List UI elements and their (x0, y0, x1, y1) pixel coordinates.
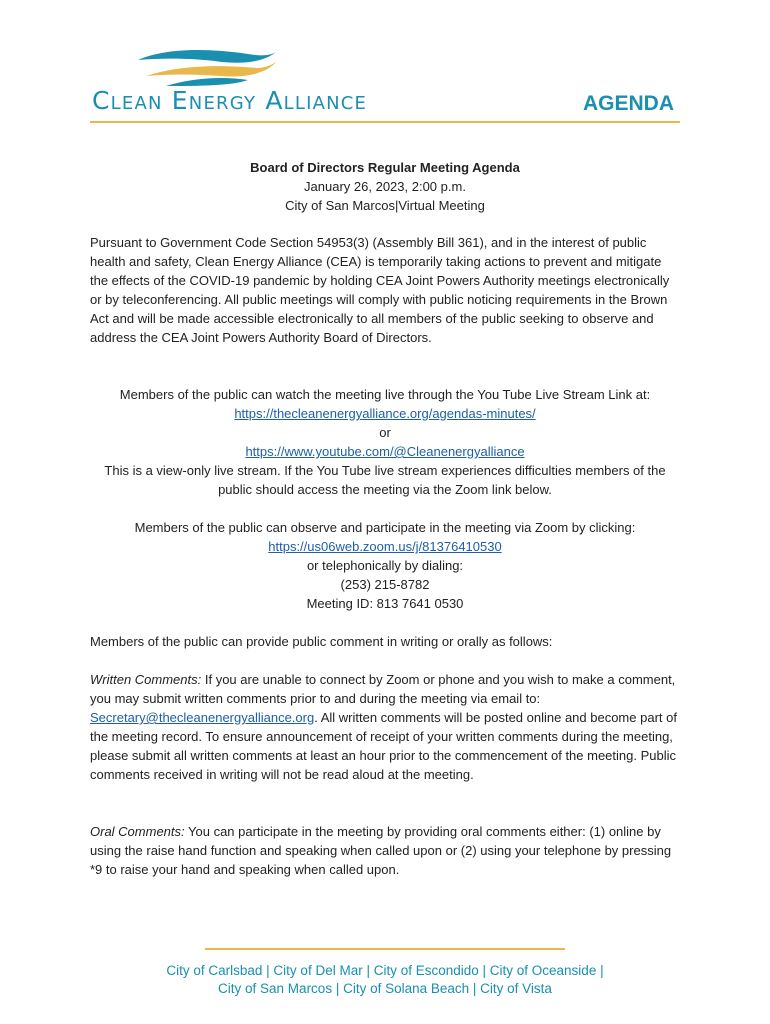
stream-block (90, 385, 680, 499)
secretary-email-link[interactable]: Secretary@thecleanenergyalliance.org (90, 710, 315, 725)
title-block (90, 158, 680, 215)
phone-number: (253) 215-8782 (340, 577, 430, 592)
footer-cities (90, 962, 680, 998)
meeting-date: January 26, 2023, 2:00 p.m. (304, 179, 466, 194)
agendas-minutes-link[interactable]: https://thecleanenergyalliance.org/agendas-minutes/ (234, 406, 536, 421)
written-comments-text-2: . All written comments will be posted online and become part of the meeting record. To ensure announcement of receipt of your written comments during the meeting, please submit all written comments at least an hour prior to the commencement of the meeting. Public comments received in writing will not be read aloud at the meeting. (90, 710, 677, 782)
page-title: Board of Directors Regular Meeting Agenda (250, 160, 520, 175)
agenda-label: AGENDA (582, 92, 674, 115)
oral-comments-label: Oral Comments: (90, 824, 185, 839)
zoom-block (90, 518, 680, 613)
oral-comments-text: You can participate in the meeting by providing oral comments either: (1) online by using the raise hand function and speaking when called upon or (2) using your telephone by pressing *9 to raise your hand and speaking when called upon. (90, 824, 672, 877)
zoom-intro: Members of the public can observe and participate in the meeting via Zoom by clicking: (134, 520, 636, 535)
oral-comments-paragraph (90, 822, 680, 879)
comments-intro: Members of the public can provide public comment in writing or orally as follows: (90, 634, 553, 649)
written-comments-paragraph (90, 670, 680, 784)
phone-intro: or telephonically by dialing: (306, 558, 464, 573)
footer-divider (205, 948, 565, 950)
meeting-id: Meeting ID: 813 7641 0530 (306, 596, 464, 611)
written-comments-text-1: If you are unable to connect by Zoom or phone and you wish to make a comment, you may submit written comments prior to and during the meeting via email to: (90, 672, 676, 706)
header-divider (90, 121, 680, 123)
pursuant-paragraph: Pursuant to Government Code Section 54953(3) (Assembly Bill 361), and in the interest of public health and safety, Clean Energy Alliance (CEA) is temporarily taking actions to prevent and mitigate the effects of the COVID-19 pandemic by holding CEA Joint Powers Authority meetings electronically or by teleconferencing. All public meetings will comply with public noticing requirements in the Brown Act and will be made accessible electronically to all members of the public seeking to observe and address the CEA Joint Powers Authority Board of Directors. (90, 235, 670, 345)
brand-name: Clean Energy Alliance (92, 86, 368, 115)
meeting-location: City of San Marcos|Virtual Meeting (285, 198, 485, 213)
footer-line-1: City of Carlsbad | City of Del Mar | City of Escondido | City of Oceanside | (166, 963, 604, 978)
stream-intro: Members of the public can watch the meeting live through the You Tube Live Stream Link at: (119, 387, 651, 402)
youtube-link[interactable]: https://www.youtube.com/@Cleanenergyalliance (245, 444, 525, 459)
waves-logo-icon (136, 46, 276, 88)
or-text: or (379, 425, 391, 440)
footer-line-2: City of San Marcos | City of Solana Beach | City of Vista (218, 981, 552, 996)
zoom-link[interactable]: https://us06web.zoom.us/j/81376410530 (268, 539, 502, 554)
written-comments-label: Written Comments: (90, 672, 202, 687)
stream-note: This is a view-only live stream. If the You Tube live stream experiences difficulties members of the public should access the meeting via the Zoom link below. (104, 463, 666, 497)
